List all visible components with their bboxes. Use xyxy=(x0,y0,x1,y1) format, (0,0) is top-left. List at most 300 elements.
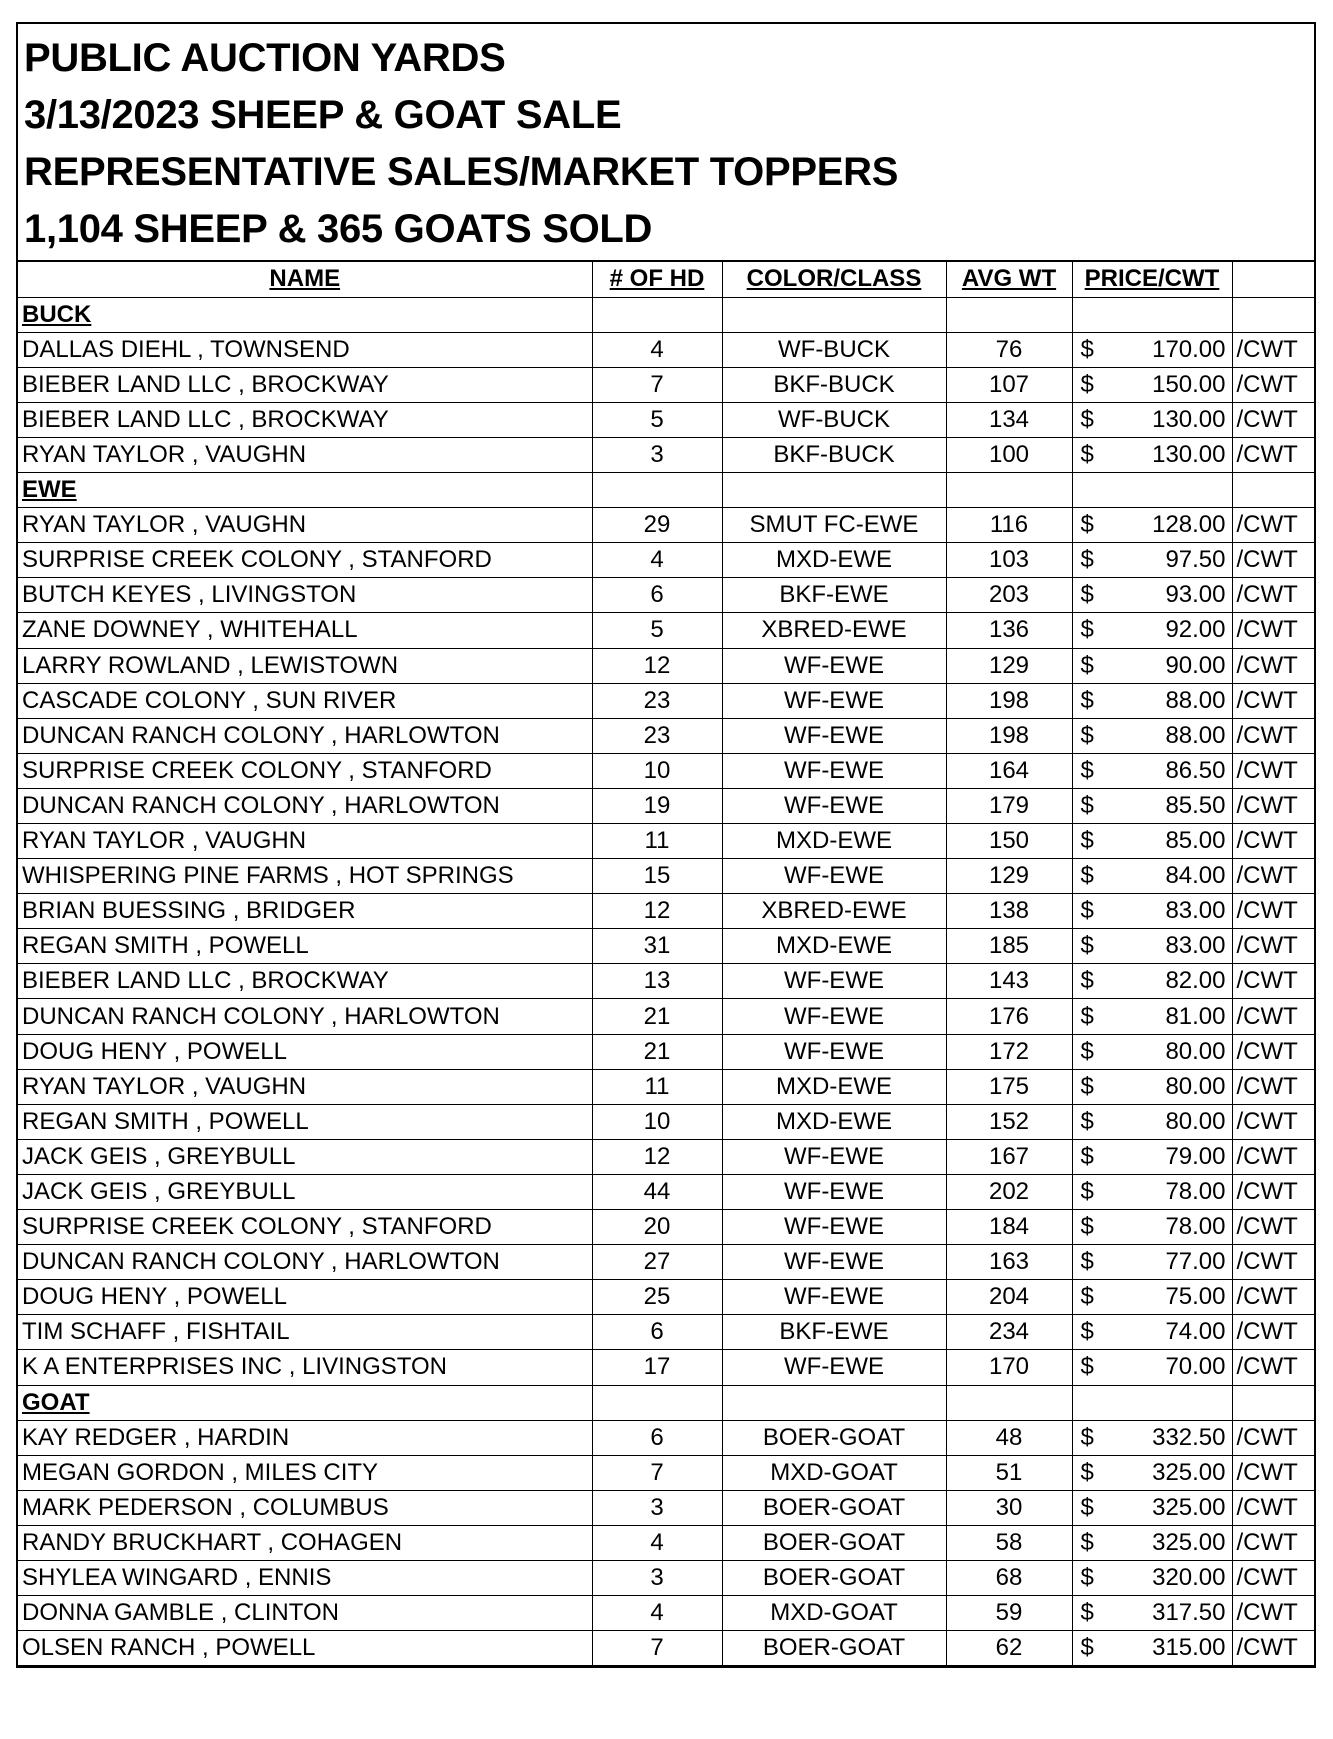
price-amount: 70.00 xyxy=(1165,1353,1226,1381)
section-header-row xyxy=(18,473,1314,508)
currency-symbol: $ xyxy=(1080,511,1094,539)
price-unit: /CWT xyxy=(1232,1069,1314,1104)
seller-name: RYAN TAYLOR , VAUGHN xyxy=(18,508,592,543)
currency-symbol: $ xyxy=(1080,1423,1094,1451)
avg-weight: 167 xyxy=(946,1139,1072,1174)
seller-name: SURPRISE CREEK COLONY , STANFORD xyxy=(18,753,592,788)
price-amount: 85.50 xyxy=(1165,791,1226,819)
table-row xyxy=(18,1280,1314,1315)
price-wrapper xyxy=(1081,1526,1226,1560)
price-amount: 78.00 xyxy=(1165,1213,1226,1241)
color-class: BOER-GOAT xyxy=(722,1631,946,1666)
currency-symbol: $ xyxy=(1080,546,1094,574)
seller-name: OLSEN RANCH , POWELL xyxy=(18,1631,592,1666)
price-amount: 85.00 xyxy=(1165,827,1226,855)
seller-name: DUNCAN RANCH COLONY , HARLOWTON xyxy=(18,999,592,1034)
color-class: WF-EWE xyxy=(722,1174,946,1209)
price-cell xyxy=(1072,1069,1232,1104)
price-wrapper xyxy=(1081,1456,1226,1490)
price-amount: 79.00 xyxy=(1165,1142,1226,1170)
avg-weight: 185 xyxy=(946,929,1072,964)
currency-symbol: $ xyxy=(1080,1248,1094,1276)
report-title-head-count: 1,104 SHEEP & 365 GOATS SOLD xyxy=(24,207,653,251)
price-unit: /CWT xyxy=(1232,332,1314,367)
head-count: 13 xyxy=(592,964,722,999)
avg-weight: 136 xyxy=(946,613,1072,648)
table-row xyxy=(18,788,1314,823)
table-row xyxy=(18,1420,1314,1455)
currency-symbol: $ xyxy=(1080,1458,1094,1486)
price-unit: /CWT xyxy=(1232,1245,1314,1280)
table-row xyxy=(18,1104,1314,1139)
seller-name: RYAN TAYLOR , VAUGHN xyxy=(18,437,592,472)
price-wrapper xyxy=(1081,578,1226,612)
color-class: WF-EWE xyxy=(722,718,946,753)
report-title-subtitle: REPRESENTATIVE SALES/MARKET TOPPERS xyxy=(24,150,899,194)
seller-name: KAY REDGER , HARDIN xyxy=(18,1420,592,1455)
table-row xyxy=(18,1139,1314,1174)
avg-weight: 51 xyxy=(946,1455,1072,1490)
color-class: MXD-GOAT xyxy=(722,1596,946,1631)
currency-symbol: $ xyxy=(1080,335,1094,363)
price-amount: 130.00 xyxy=(1152,405,1226,433)
table-row xyxy=(18,402,1314,437)
head-count: 23 xyxy=(592,683,722,718)
avg-weight: 30 xyxy=(946,1490,1072,1525)
price-unit: /CWT xyxy=(1232,788,1314,823)
avg-weight: 163 xyxy=(946,1245,1072,1280)
price-unit: /CWT xyxy=(1232,1490,1314,1525)
avg-weight: 100 xyxy=(946,437,1072,472)
report-title-block xyxy=(18,24,1314,262)
color-class: XBRED-EWE xyxy=(722,613,946,648)
avg-weight: 129 xyxy=(946,648,1072,683)
currency-symbol: $ xyxy=(1080,932,1094,960)
seller-name: MARK PEDERSON , COLUMBUS xyxy=(18,1490,592,1525)
price-amount: 80.00 xyxy=(1165,1072,1226,1100)
price-cell xyxy=(1072,1560,1232,1595)
color-class: BOER-GOAT xyxy=(722,1490,946,1525)
color-class: BKF-EWE xyxy=(722,578,946,613)
table-row xyxy=(18,683,1314,718)
price-wrapper xyxy=(1081,1105,1226,1139)
color-class: BKF-BUCK xyxy=(722,367,946,402)
price-amount: 315.00 xyxy=(1152,1634,1226,1662)
currency-symbol: $ xyxy=(1080,721,1094,749)
currency-symbol: $ xyxy=(1080,1318,1094,1346)
table-row xyxy=(18,1560,1314,1595)
table-row xyxy=(18,437,1314,472)
currency-symbol: $ xyxy=(1080,897,1094,925)
avg-weight: 172 xyxy=(946,1034,1072,1069)
price-wrapper xyxy=(1081,508,1226,542)
price-amount: 150.00 xyxy=(1152,370,1226,398)
head-count: 12 xyxy=(592,648,722,683)
head-count: 12 xyxy=(592,1139,722,1174)
seller-name: RYAN TAYLOR , VAUGHN xyxy=(18,824,592,859)
head-count: 4 xyxy=(592,332,722,367)
currency-symbol: $ xyxy=(1080,651,1094,679)
price-wrapper xyxy=(1081,543,1226,577)
table-row xyxy=(18,508,1314,543)
table-row xyxy=(18,1631,1314,1666)
empty-cell xyxy=(1072,473,1232,508)
price-wrapper xyxy=(1081,1000,1226,1034)
color-class: XBRED-EWE xyxy=(722,894,946,929)
color-class: WF-EWE xyxy=(722,964,946,999)
avg-weight: 62 xyxy=(946,1631,1072,1666)
price-cell xyxy=(1072,1139,1232,1174)
table-row xyxy=(18,1210,1314,1245)
column-header-avg-weight: AVG WT xyxy=(946,262,1072,297)
price-cell xyxy=(1072,332,1232,367)
price-wrapper xyxy=(1081,859,1226,893)
currency-symbol: $ xyxy=(1080,1283,1094,1311)
section-label: GOAT xyxy=(18,1385,592,1420)
empty-cell xyxy=(1232,1385,1314,1420)
price-wrapper xyxy=(1081,1315,1226,1349)
color-class: BOER-GOAT xyxy=(722,1420,946,1455)
head-count: 21 xyxy=(592,1034,722,1069)
price-cell xyxy=(1072,859,1232,894)
color-class: WF-EWE xyxy=(722,753,946,788)
price-amount: 86.50 xyxy=(1165,756,1226,784)
table-row xyxy=(18,1525,1314,1560)
sales-table-body xyxy=(18,297,1314,1666)
seller-name: DUNCAN RANCH COLONY , HARLOWTON xyxy=(18,788,592,823)
empty-cell xyxy=(1072,1385,1232,1420)
color-class: WF-EWE xyxy=(722,1139,946,1174)
price-cell xyxy=(1072,1455,1232,1490)
price-cell xyxy=(1072,1596,1232,1631)
price-cell xyxy=(1072,578,1232,613)
seller-name: DALLAS DIEHL , TOWNSEND xyxy=(18,332,592,367)
head-count: 29 xyxy=(592,508,722,543)
avg-weight: 129 xyxy=(946,859,1072,894)
head-count: 11 xyxy=(592,824,722,859)
seller-name: JACK GEIS , GREYBULL xyxy=(18,1139,592,1174)
table-row xyxy=(18,1174,1314,1209)
currency-symbol: $ xyxy=(1080,441,1094,469)
price-cell xyxy=(1072,1245,1232,1280)
price-cell xyxy=(1072,718,1232,753)
empty-cell xyxy=(1232,473,1314,508)
head-count: 27 xyxy=(592,1245,722,1280)
price-unit: /CWT xyxy=(1232,824,1314,859)
price-wrapper xyxy=(1081,1561,1226,1595)
head-count: 12 xyxy=(592,894,722,929)
currency-symbol: $ xyxy=(1080,1177,1094,1205)
color-class: MXD-EWE xyxy=(722,543,946,578)
currency-symbol: $ xyxy=(1080,967,1094,995)
color-class: WF-BUCK xyxy=(722,402,946,437)
empty-cell xyxy=(1232,297,1314,332)
avg-weight: 58 xyxy=(946,1525,1072,1560)
avg-weight: 175 xyxy=(946,1069,1072,1104)
price-wrapper xyxy=(1081,333,1226,367)
currency-symbol: $ xyxy=(1080,1072,1094,1100)
price-cell xyxy=(1072,1210,1232,1245)
price-wrapper xyxy=(1081,824,1226,858)
head-count: 11 xyxy=(592,1069,722,1104)
color-class: WF-EWE xyxy=(722,1245,946,1280)
price-wrapper xyxy=(1081,894,1226,928)
avg-weight: 176 xyxy=(946,999,1072,1034)
price-amount: 80.00 xyxy=(1165,1037,1226,1065)
seller-name: BUTCH KEYES , LIVINGSTON xyxy=(18,578,592,613)
price-amount: 77.00 xyxy=(1165,1248,1226,1276)
currency-symbol: $ xyxy=(1080,581,1094,609)
price-cell xyxy=(1072,1490,1232,1525)
empty-cell xyxy=(592,1385,722,1420)
seller-name: SURPRISE CREEK COLONY , STANFORD xyxy=(18,1210,592,1245)
column-header-name: NAME xyxy=(18,262,592,297)
price-wrapper xyxy=(1081,368,1226,402)
seller-name: DUNCAN RANCH COLONY , HARLOWTON xyxy=(18,1245,592,1280)
price-unit: /CWT xyxy=(1232,367,1314,402)
price-cell xyxy=(1072,824,1232,859)
table-row xyxy=(18,613,1314,648)
currency-symbol: $ xyxy=(1080,1634,1094,1662)
seller-name: CASCADE COLONY , SUN RIVER xyxy=(18,683,592,718)
empty-cell xyxy=(722,297,946,332)
price-wrapper xyxy=(1081,1491,1226,1525)
color-class: WF-BUCK xyxy=(722,332,946,367)
price-unit: /CWT xyxy=(1232,543,1314,578)
seller-name: SHYLEA WINGARD , ENNIS xyxy=(18,1560,592,1595)
seller-name: BRIAN BUESSING , BRIDGER xyxy=(18,894,592,929)
price-cell xyxy=(1072,1174,1232,1209)
price-amount: 81.00 xyxy=(1165,1002,1226,1030)
price-unit: /CWT xyxy=(1232,1210,1314,1245)
avg-weight: 179 xyxy=(946,788,1072,823)
price-wrapper xyxy=(1081,1596,1226,1630)
price-unit: /CWT xyxy=(1232,894,1314,929)
price-amount: 332.50 xyxy=(1152,1423,1226,1451)
price-unit: /CWT xyxy=(1232,578,1314,613)
avg-weight: 198 xyxy=(946,683,1072,718)
price-wrapper xyxy=(1081,613,1226,647)
price-wrapper xyxy=(1081,438,1226,472)
currency-symbol: $ xyxy=(1080,827,1094,855)
price-cell xyxy=(1072,1315,1232,1350)
price-amount: 90.00 xyxy=(1165,651,1226,679)
column-header-head-count: # OF HD xyxy=(592,262,722,297)
table-row xyxy=(18,999,1314,1034)
price-cell xyxy=(1072,999,1232,1034)
table-row xyxy=(18,894,1314,929)
currency-symbol: $ xyxy=(1080,1353,1094,1381)
price-amount: 88.00 xyxy=(1165,686,1226,714)
color-class: BKF-BUCK xyxy=(722,437,946,472)
seller-name: JACK GEIS , GREYBULL xyxy=(18,1174,592,1209)
seller-name: DONNA GAMBLE , CLINTON xyxy=(18,1596,592,1631)
price-unit: /CWT xyxy=(1232,1034,1314,1069)
price-cell xyxy=(1072,367,1232,402)
price-cell xyxy=(1072,788,1232,823)
price-cell xyxy=(1072,894,1232,929)
empty-cell xyxy=(946,297,1072,332)
price-wrapper xyxy=(1081,403,1226,437)
price-unit: /CWT xyxy=(1232,1350,1314,1385)
currency-symbol: $ xyxy=(1080,1528,1094,1556)
avg-weight: 234 xyxy=(946,1315,1072,1350)
price-unit: /CWT xyxy=(1232,437,1314,472)
currency-symbol: $ xyxy=(1080,1599,1094,1627)
price-amount: 320.00 xyxy=(1152,1564,1226,1592)
head-count: 7 xyxy=(592,367,722,402)
price-unit: /CWT xyxy=(1232,1139,1314,1174)
price-amount: 170.00 xyxy=(1152,335,1226,363)
price-amount: 88.00 xyxy=(1165,721,1226,749)
price-cell xyxy=(1072,1420,1232,1455)
currency-symbol: $ xyxy=(1080,1564,1094,1592)
seller-name: WHISPERING PINE FARMS , HOT SPRINGS xyxy=(18,859,592,894)
color-class: WF-EWE xyxy=(722,859,946,894)
price-unit: /CWT xyxy=(1232,1525,1314,1560)
price-wrapper xyxy=(1081,929,1226,963)
currency-symbol: $ xyxy=(1080,756,1094,784)
head-count: 31 xyxy=(592,929,722,964)
currency-symbol: $ xyxy=(1080,862,1094,890)
price-amount: 130.00 xyxy=(1152,441,1226,469)
price-unit: /CWT xyxy=(1232,999,1314,1034)
empty-cell xyxy=(722,1385,946,1420)
price-wrapper xyxy=(1081,789,1226,823)
head-count: 21 xyxy=(592,999,722,1034)
head-count: 44 xyxy=(592,1174,722,1209)
table-row xyxy=(18,1596,1314,1631)
price-cell xyxy=(1072,929,1232,964)
color-class: BOER-GOAT xyxy=(722,1525,946,1560)
price-wrapper xyxy=(1081,1140,1226,1174)
price-unit: /CWT xyxy=(1232,613,1314,648)
price-cell xyxy=(1072,648,1232,683)
avg-weight: 184 xyxy=(946,1210,1072,1245)
price-wrapper xyxy=(1081,684,1226,718)
seller-name: DUNCAN RANCH COLONY , HARLOWTON xyxy=(18,718,592,753)
price-cell xyxy=(1072,1280,1232,1315)
head-count: 5 xyxy=(592,402,722,437)
head-count: 4 xyxy=(592,1525,722,1560)
table-header-row xyxy=(18,262,1314,297)
section-label: BUCK xyxy=(18,297,592,332)
seller-name: LARRY ROWLAND , LEWISTOWN xyxy=(18,648,592,683)
price-cell xyxy=(1072,1034,1232,1069)
color-class: WF-EWE xyxy=(722,1034,946,1069)
price-unit: /CWT xyxy=(1232,1631,1314,1666)
price-wrapper xyxy=(1081,1245,1226,1279)
price-wrapper xyxy=(1081,964,1226,998)
currency-symbol: $ xyxy=(1080,616,1094,644)
price-amount: 75.00 xyxy=(1165,1283,1226,1311)
price-wrapper xyxy=(1081,1350,1226,1384)
column-header-unit xyxy=(1232,262,1314,297)
price-unit: /CWT xyxy=(1232,1315,1314,1350)
color-class: BKF-EWE xyxy=(722,1315,946,1350)
price-amount: 325.00 xyxy=(1152,1528,1226,1556)
empty-cell xyxy=(592,297,722,332)
avg-weight: 107 xyxy=(946,367,1072,402)
price-unit: /CWT xyxy=(1232,1560,1314,1595)
price-wrapper xyxy=(1081,1070,1226,1104)
price-amount: 83.00 xyxy=(1165,897,1226,925)
avg-weight: 59 xyxy=(946,1596,1072,1631)
table-row xyxy=(18,367,1314,402)
head-count: 6 xyxy=(592,1420,722,1455)
price-cell xyxy=(1072,964,1232,999)
avg-weight: 76 xyxy=(946,332,1072,367)
head-count: 15 xyxy=(592,859,722,894)
sales-table xyxy=(18,262,1314,1666)
table-row xyxy=(18,718,1314,753)
price-cell xyxy=(1072,508,1232,543)
price-unit: /CWT xyxy=(1232,859,1314,894)
head-count: 23 xyxy=(592,718,722,753)
head-count: 4 xyxy=(592,1596,722,1631)
head-count: 25 xyxy=(592,1280,722,1315)
table-row xyxy=(18,929,1314,964)
price-unit: /CWT xyxy=(1232,1455,1314,1490)
price-amount: 80.00 xyxy=(1165,1107,1226,1135)
head-count: 3 xyxy=(592,437,722,472)
price-amount: 93.00 xyxy=(1165,581,1226,609)
currency-symbol: $ xyxy=(1080,791,1094,819)
price-wrapper xyxy=(1081,649,1226,683)
color-class: MXD-EWE xyxy=(722,929,946,964)
avg-weight: 170 xyxy=(946,1350,1072,1385)
table-row xyxy=(18,648,1314,683)
price-unit: /CWT xyxy=(1232,508,1314,543)
price-amount: 97.50 xyxy=(1165,546,1226,574)
price-unit: /CWT xyxy=(1232,753,1314,788)
head-count: 3 xyxy=(592,1560,722,1595)
empty-cell xyxy=(592,473,722,508)
head-count: 6 xyxy=(592,1315,722,1350)
empty-cell xyxy=(946,473,1072,508)
color-class: SMUT FC-EWE xyxy=(722,508,946,543)
empty-cell xyxy=(946,1385,1072,1420)
table-row xyxy=(18,1245,1314,1280)
head-count: 20 xyxy=(592,1210,722,1245)
currency-symbol: $ xyxy=(1080,686,1094,714)
avg-weight: 138 xyxy=(946,894,1072,929)
head-count: 4 xyxy=(592,543,722,578)
price-unit: /CWT xyxy=(1232,929,1314,964)
price-unit: /CWT xyxy=(1232,718,1314,753)
price-wrapper xyxy=(1081,1280,1226,1314)
color-class: MXD-EWE xyxy=(722,1069,946,1104)
color-class: WF-EWE xyxy=(722,1280,946,1315)
color-class: MXD-EWE xyxy=(722,1104,946,1139)
avg-weight: 134 xyxy=(946,402,1072,437)
table-row xyxy=(18,1034,1314,1069)
price-cell xyxy=(1072,437,1232,472)
price-cell xyxy=(1072,1350,1232,1385)
section-label: EWE xyxy=(18,473,592,508)
table-row xyxy=(18,1455,1314,1490)
color-class: WF-EWE xyxy=(722,1350,946,1385)
seller-name: RYAN TAYLOR , VAUGHN xyxy=(18,1069,592,1104)
price-cell xyxy=(1072,1104,1232,1139)
price-amount: 74.00 xyxy=(1165,1318,1226,1346)
price-amount: 83.00 xyxy=(1165,932,1226,960)
avg-weight: 202 xyxy=(946,1174,1072,1209)
price-unit: /CWT xyxy=(1232,1596,1314,1631)
table-row xyxy=(18,578,1314,613)
column-header-price: PRICE/CWT xyxy=(1072,262,1232,297)
price-wrapper xyxy=(1081,1175,1226,1209)
